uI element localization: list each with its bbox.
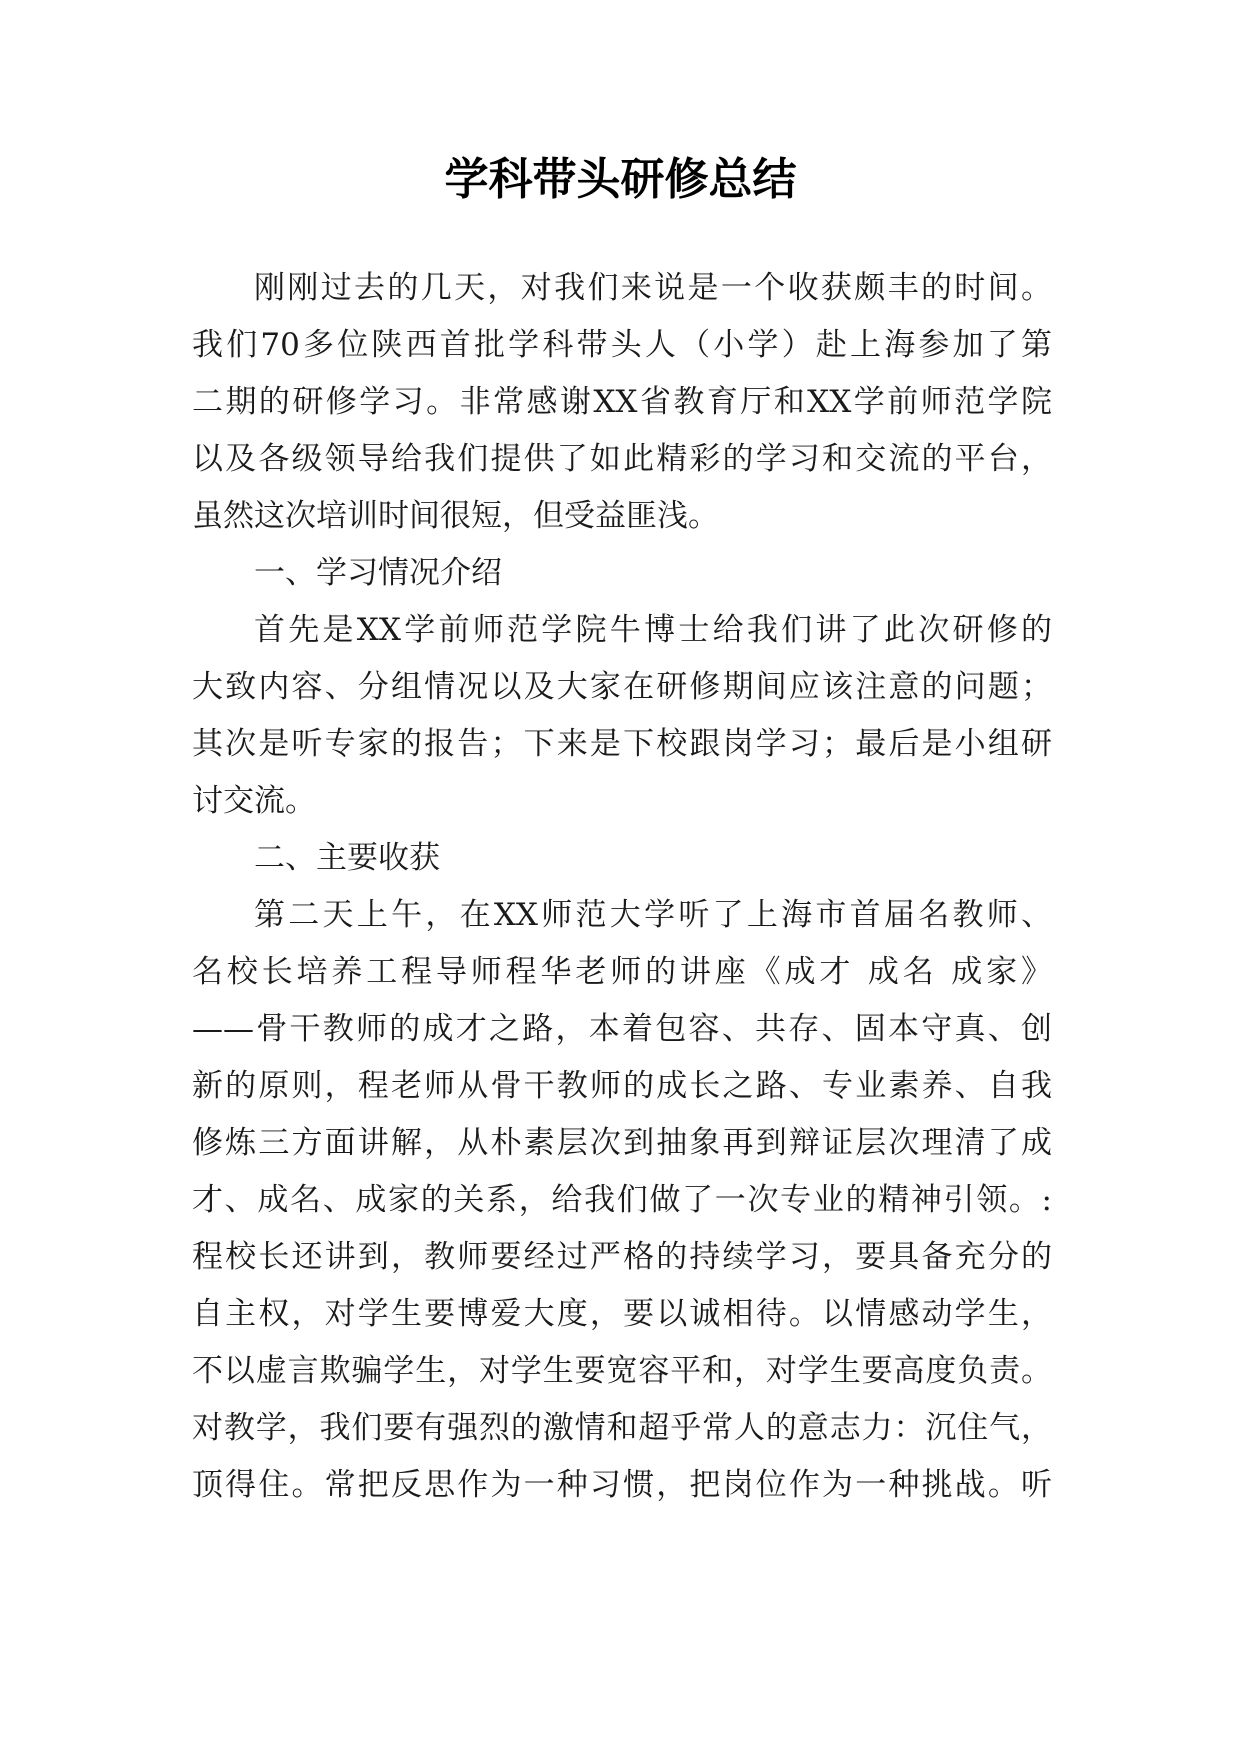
paragraph-line: 以及各级领导给我们提供了如此精彩的学习和交流的平台， — [192, 441, 1052, 477]
paragraph-line: 自主权，对学生要博爱大度，要以诚相待。以情感动学生， — [192, 1296, 1052, 1332]
paragraph-line: 其次是听专家的报告；下来是下校跟岗学习；最后是小组研 — [192, 726, 1052, 762]
paragraph-line: 二期的研修学习。非常感谢XX省教育厅和XX学前师范学院 — [192, 384, 1052, 420]
paragraph-line: 我们70多位陕西首批学科带头人（小学）赴上海参加了第 — [192, 327, 1052, 363]
paragraph-line: 顶得住。常把反思作为一种习惯，把岗位作为一种挑战。听 — [192, 1467, 1052, 1503]
paragraph-line: 刚刚过去的几天，对我们来说是一个收获颇丰的时间。 — [254, 270, 1052, 306]
paragraph-line: 虽然这次培训时间很短，但受益匪浅。 — [192, 498, 719, 534]
paragraph-line: 修炼三方面讲解，从朴素层次到抽象再到辩证层次理清了成 — [192, 1125, 1052, 1161]
paragraph-line: 才、成名、成家的关系，给我们做了一次专业的精神引领。: — [192, 1182, 1052, 1218]
paragraph-line: 对教学，我们要有强烈的激情和超乎常人的意志力：沉住气， — [192, 1410, 1052, 1446]
paragraph-line: ——骨干教师的成才之路，本着包容、共存、固本守真、创 — [192, 1011, 1052, 1047]
paragraph-line: 不以虚言欺骗学生，对学生要宽容平和，对学生要高度负责。 — [192, 1353, 1052, 1389]
paragraph-line: 名校长培养工程导师程华老师的讲座《成才 成名 成家》 — [192, 954, 1052, 990]
paragraph-line: 首先是XX学前师范学院牛博士给我们讲了此次研修的 — [254, 612, 1052, 648]
paragraph-line: 大致内容、分组情况以及大家在研修期间应该注意的问题； — [192, 669, 1052, 705]
paragraph-line: 二、主要收获 — [254, 840, 440, 876]
paragraph-line: 第二天上午，在XX师范大学听了上海市首届名教师、 — [254, 897, 1052, 933]
paragraph-line: 讨交流。 — [192, 783, 316, 819]
document-title: 学科带头研修总结 — [444, 154, 797, 205]
paragraph-line: 新的原则，程老师从骨干教师的成长之路、专业素养、自我 — [192, 1068, 1052, 1104]
document-body — [192, 260, 1052, 1514]
paragraph-line: 程校长还讲到，教师要经过严格的持续学习，要具备充分的 — [192, 1239, 1052, 1275]
paragraph-line: 一、学习情况介绍 — [254, 555, 502, 591]
